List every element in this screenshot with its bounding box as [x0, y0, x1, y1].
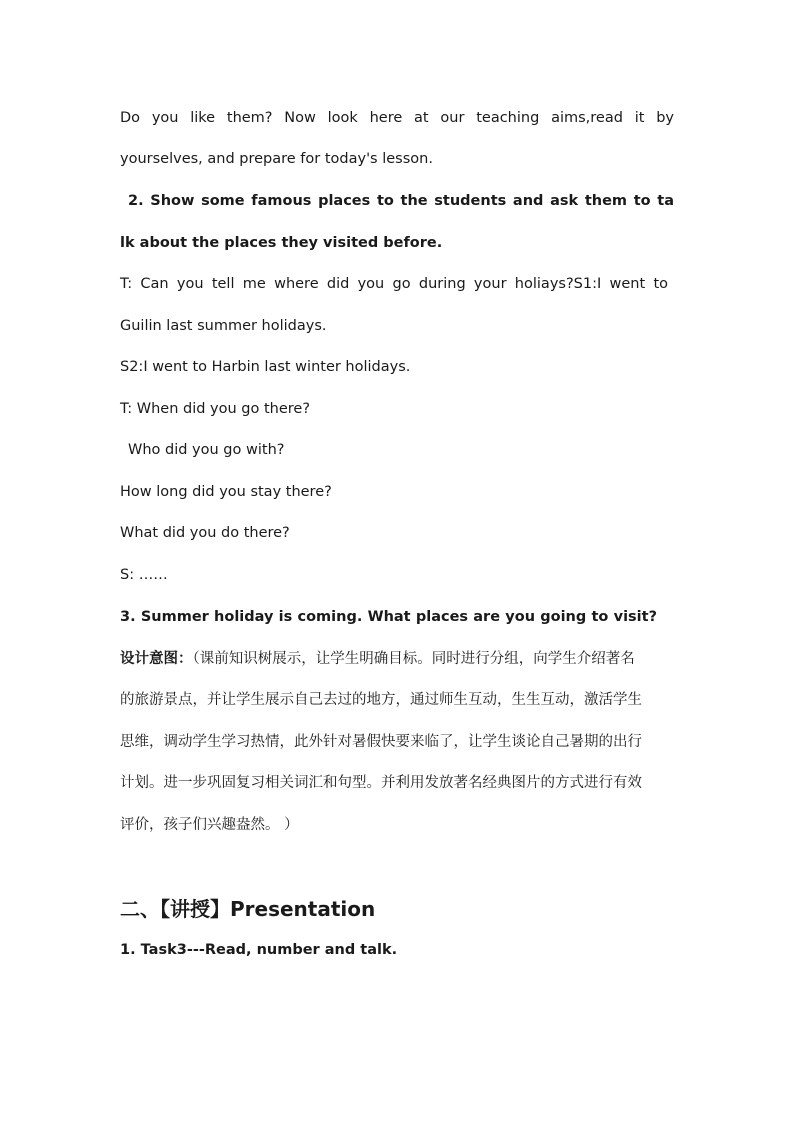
design-intent-label: 设计意图： [120, 651, 193, 667]
paragraph-line: yourselves, and prepare for today's lesson. [120, 151, 433, 167]
dialogue-line: T: When did you go there? [120, 401, 311, 417]
design-intent-text: （课前知识树展示，让学生明确目标。同时进行分组，向学生介绍著名 [192, 651, 635, 667]
task-heading: 1. Task3---Read, number and talk. [120, 942, 398, 958]
design-intent-line: 评价，孩子们兴趣盎然。 ） [120, 817, 299, 833]
dialogue-line: How long did you stay there? [120, 484, 332, 500]
step-heading: 3. Summer holiday is coming. What places are you going to visit? [120, 609, 657, 625]
dialogue-line: T: Can you tell me where did you go during your holiays?S1:I went to [120, 276, 668, 292]
dialogue-line: S2:I went to Harbin last winter holidays. [120, 359, 411, 375]
step-heading-continued: lk about the places they visited before. [120, 235, 443, 251]
design-intent-line: 的旅游景点，并让学生展示自己去过的地方，通过师生互动，生生互动，激活学生 [120, 692, 642, 708]
dialogue-line: S: …… [120, 567, 168, 583]
step-heading: 2. Show some famous places to the students and ask them to ta [128, 193, 674, 209]
section-heading: 二、【讲授】Presentation [120, 897, 376, 921]
paragraph-line: Do you like them? Now look here at our teaching aims,read it by [120, 110, 674, 126]
design-intent-line: 思维，调动学生学习热情，此外针对暑假快要来临了，让学生谈论自己暑期的出行 [120, 734, 642, 750]
design-intent-line [120, 649, 635, 669]
dialogue-line: What did you do there? [120, 525, 290, 541]
design-intent-line: 计划。进一步巩固复习相关词汇和句型。并利用发放著名经典图片的方式进行有效 [120, 775, 642, 791]
dialogue-line: Who did you go with? [128, 442, 285, 458]
dialogue-line: Guilin last summer holidays. [120, 318, 327, 334]
